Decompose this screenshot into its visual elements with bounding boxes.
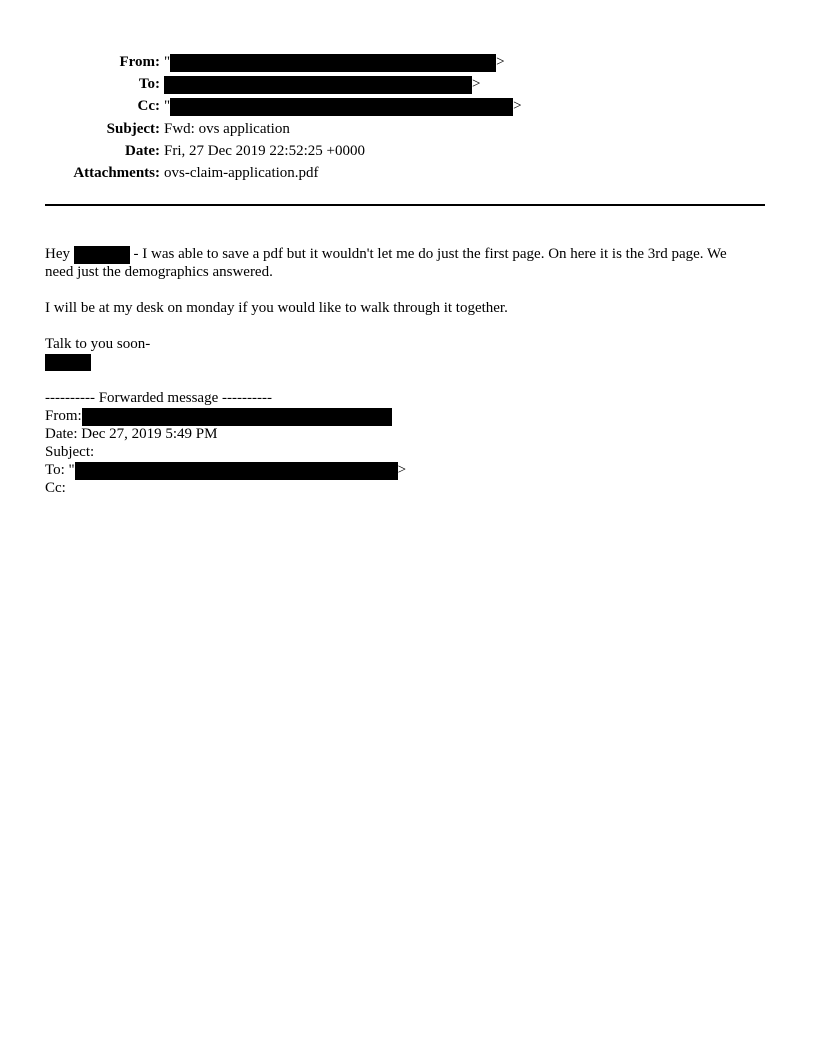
to-value bbox=[164, 74, 480, 94]
signature-redaction bbox=[45, 354, 91, 371]
forwarded-to-label: To: " bbox=[45, 462, 75, 478]
forwarded-to-suffix: > bbox=[397, 462, 407, 478]
cc-row bbox=[0, 96, 816, 116]
from-row bbox=[0, 52, 816, 72]
to-suffix: > bbox=[472, 76, 481, 92]
cc-redaction bbox=[170, 98, 513, 116]
forwarded-cc: Cc: bbox=[45, 480, 66, 496]
para1-line1 bbox=[45, 245, 770, 263]
cc-prefix: " bbox=[164, 98, 171, 114]
from-redaction bbox=[170, 54, 496, 72]
date-row bbox=[0, 141, 816, 161]
date-value: Fri, 27 Dec 2019 22:52:25 +0000 bbox=[164, 143, 365, 159]
forwarded-from-label: From: bbox=[45, 408, 82, 424]
subject-label: Subject: bbox=[106, 121, 160, 137]
from-label: From: bbox=[119, 54, 160, 70]
from-value bbox=[164, 52, 505, 72]
signoff-block bbox=[45, 335, 770, 371]
date-label: Date: bbox=[125, 143, 160, 159]
subject-row bbox=[0, 119, 816, 139]
para2 bbox=[45, 299, 770, 317]
para1-line2: need just the demographics answered. bbox=[45, 264, 273, 280]
attachment-file-link[interactable]: ovs-claim-application.pdf bbox=[164, 165, 319, 181]
cc-value bbox=[164, 96, 522, 116]
forwarded-from-redaction bbox=[82, 408, 392, 426]
to-row bbox=[0, 74, 816, 94]
attachments-label: Attachments: bbox=[73, 165, 160, 181]
forwarded-to-redaction bbox=[75, 462, 398, 480]
subject-value: Fwd: ovs application bbox=[164, 121, 290, 137]
to-redaction bbox=[164, 76, 472, 94]
from-prefix: " bbox=[164, 54, 171, 70]
para2-text: I will be at my desk on monday if you would like to walk through it together. bbox=[45, 300, 508, 316]
greeting-text: Hey bbox=[45, 246, 70, 262]
message-body bbox=[45, 245, 770, 281]
cc-label: Cc: bbox=[137, 98, 160, 114]
forwarded-subject: Subject: bbox=[45, 444, 95, 460]
forwarded-block bbox=[45, 389, 770, 497]
signoff-text: Talk to you soon- bbox=[45, 336, 151, 352]
to-label: To: bbox=[138, 76, 160, 92]
para1-line1-text: - I was able to save a pdf but it wouldn't let me do just the first page. On here it is the 3rd page. We bbox=[133, 246, 727, 262]
attachments-row bbox=[0, 163, 816, 183]
forwarded-divider: ---------- Forwarded message ---------- bbox=[45, 390, 272, 406]
forwarded-date: Date: Dec 27, 2019 5:49 PM bbox=[45, 426, 218, 442]
forwarded-from-row bbox=[45, 407, 770, 425]
cc-suffix: > bbox=[513, 98, 522, 114]
forwarded-to-row bbox=[45, 461, 770, 479]
from-suffix: > bbox=[496, 54, 505, 70]
recipient-name-redaction bbox=[74, 246, 130, 264]
header-divider bbox=[45, 204, 765, 206]
signature-line bbox=[45, 353, 770, 371]
